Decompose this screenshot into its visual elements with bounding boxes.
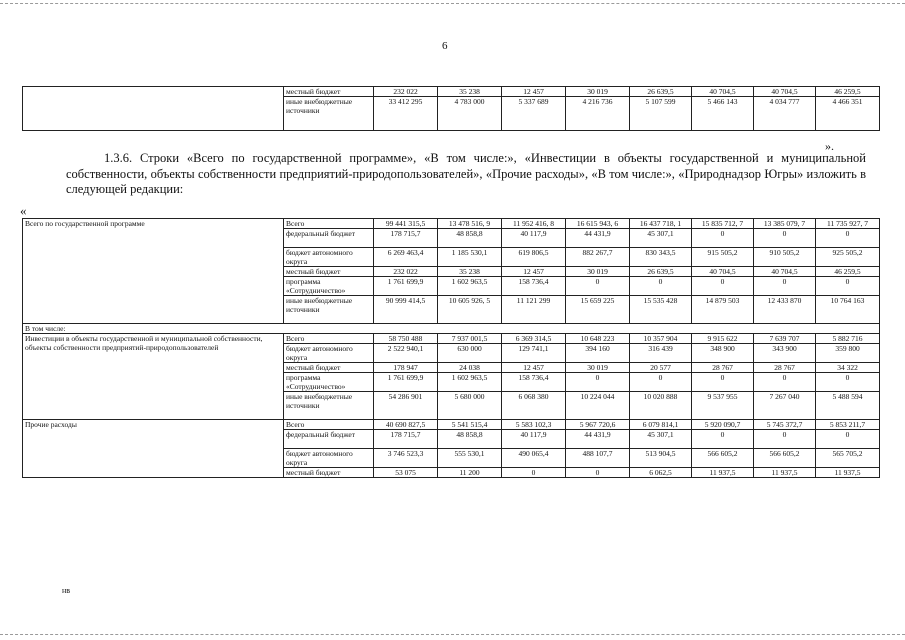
value-cell: 232 022 <box>374 267 438 277</box>
value-cell: 178 715,7 <box>374 229 438 248</box>
value-cell: 0 <box>692 229 754 248</box>
value-cell: 619 806,5 <box>502 248 566 267</box>
value-cell: 6 369 314,5 <box>502 334 566 344</box>
value-cell: 5 107 599 <box>630 97 692 131</box>
value-cell: 11 937,5 <box>816 468 880 478</box>
source-label-cell: местный бюджет <box>284 363 374 373</box>
source-label-cell: местный бюджет <box>284 267 374 277</box>
closing-quote: ». <box>825 139 834 153</box>
value-cell: 11 952 416, 8 <box>502 219 566 229</box>
value-cell: 45 307,1 <box>630 229 692 248</box>
value-cell: 5 488 594 <box>816 392 880 420</box>
value-cell: 11 735 927, 7 <box>816 219 880 229</box>
source-label-cell: иные внебюджетные источники <box>284 97 374 131</box>
page-number: 6 <box>442 40 448 52</box>
value-cell: 11 200 <box>438 468 502 478</box>
value-cell: 882 267,7 <box>566 248 630 267</box>
value-cell: 158 736,4 <box>502 373 566 392</box>
value-cell: 0 <box>566 277 630 296</box>
value-cell: 0 <box>754 373 816 392</box>
value-cell: 26 639,5 <box>630 87 692 97</box>
value-cell: 488 107,7 <box>566 449 630 468</box>
value-cell: 0 <box>630 373 692 392</box>
value-cell: 11 937,5 <box>692 468 754 478</box>
value-cell: 44 431,9 <box>566 430 630 449</box>
value-cell: 0 <box>754 229 816 248</box>
value-cell: 0 <box>630 277 692 296</box>
value-cell: 0 <box>692 373 754 392</box>
value-cell: 48 858,8 <box>438 430 502 449</box>
value-cell: 0 <box>816 430 880 449</box>
value-cell: 28 767 <box>754 363 816 373</box>
value-cell: 0 <box>754 430 816 449</box>
value-cell: 9 915 622 <box>692 334 754 344</box>
value-cell: 28 767 <box>692 363 754 373</box>
value-cell: 5 920 090,7 <box>692 420 754 430</box>
value-cell: 5 337 689 <box>502 97 566 131</box>
value-cell: 40 117,9 <box>502 430 566 449</box>
value-cell: 10 020 888 <box>630 392 692 420</box>
value-cell: 40 704,5 <box>692 87 754 97</box>
value-cell: 910 505,2 <box>754 248 816 267</box>
value-cell: 4 783 000 <box>438 97 502 131</box>
value-cell: 5 853 211,7 <box>816 420 880 430</box>
group-title-cell: Прочие расходы <box>23 420 284 478</box>
value-cell: 490 065,4 <box>502 449 566 468</box>
value-cell: 343 900 <box>754 344 816 363</box>
scan-top-edge <box>0 3 905 4</box>
group-title-cell: Всего по государственной программе <box>23 219 284 324</box>
value-cell: 46 259,5 <box>816 267 880 277</box>
value-cell: 7 639 707 <box>754 334 816 344</box>
value-cell: 30 019 <box>566 267 630 277</box>
value-cell: 566 605,2 <box>754 449 816 468</box>
value-cell: 24 038 <box>438 363 502 373</box>
value-cell: 40 704,5 <box>754 87 816 97</box>
value-cell: 0 <box>566 373 630 392</box>
source-label-cell: иные внебюджетные источники <box>284 296 374 324</box>
value-cell: 10 764 163 <box>816 296 880 324</box>
continuation-table <box>22 86 880 131</box>
value-cell: 0 <box>502 468 566 478</box>
value-cell: 13 478 516, 9 <box>438 219 502 229</box>
value-cell: 1 185 530,1 <box>438 248 502 267</box>
value-cell: 5 466 143 <box>692 97 754 131</box>
value-cell: 5 882 716 <box>816 334 880 344</box>
value-cell: 9 537 955 <box>692 392 754 420</box>
value-cell: 10 357 904 <box>630 334 692 344</box>
value-cell: 178 947 <box>374 363 438 373</box>
source-label-cell: бюджет автономного округа <box>284 449 374 468</box>
value-cell: 12 457 <box>502 87 566 97</box>
value-cell: 0 <box>692 430 754 449</box>
value-cell: 35 238 <box>438 267 502 277</box>
value-cell: 30 019 <box>566 363 630 373</box>
value-cell: 1 602 963,5 <box>438 373 502 392</box>
source-label-cell: Всего <box>284 334 374 344</box>
value-cell: 513 904,5 <box>630 449 692 468</box>
source-label-cell: бюджет автономного округа <box>284 344 374 363</box>
value-cell: 5 541 515,4 <box>438 420 502 430</box>
amendment-text: 1.3.6. Строки «Всего по государственной программе», «В том числе:», «Инвестиции в объекты государственной и муниципальной собственности, объекты собственности предприятий-природопользователей», «Прочие расходы», «В том числе:», «Природнадзор Югры» изложить в следующей редакции: <box>66 151 866 196</box>
source-label-cell: программа «Сотрудничество» <box>284 373 374 392</box>
value-cell: 4 216 736 <box>566 97 630 131</box>
value-cell: 40 704,5 <box>754 267 816 277</box>
table-row <box>23 87 880 97</box>
value-cell: 34 322 <box>816 363 880 373</box>
opening-quote: « <box>20 203 27 218</box>
source-label-cell: федеральный бюджет <box>284 229 374 248</box>
source-label-cell: Всего <box>284 420 374 430</box>
value-cell: 915 505,2 <box>692 248 754 267</box>
value-cell: 830 343,5 <box>630 248 692 267</box>
value-cell: 13 385 079, 7 <box>754 219 816 229</box>
value-cell: 15 535 428 <box>630 296 692 324</box>
source-label-cell: бюджет автономного округа <box>284 248 374 267</box>
value-cell: 5 745 372,7 <box>754 420 816 430</box>
value-cell: 1 602 963,5 <box>438 277 502 296</box>
value-cell: 178 715,7 <box>374 430 438 449</box>
value-cell: 12 433 870 <box>754 296 816 324</box>
value-cell: 3 746 523,3 <box>374 449 438 468</box>
group-title-cell: Инвестиции в объекты государственной и муниципальной собственности, объекты собственности предприятий-природопользователей <box>23 334 284 420</box>
value-cell: 53 075 <box>374 468 438 478</box>
value-cell: 158 736,4 <box>502 277 566 296</box>
value-cell: 16 437 718, 1 <box>630 219 692 229</box>
value-cell: 11 937,5 <box>754 468 816 478</box>
value-cell: 48 858,8 <box>438 229 502 248</box>
value-cell: 15 659 225 <box>566 296 630 324</box>
value-cell: 4 034 777 <box>754 97 816 131</box>
source-label-cell: местный бюджет <box>284 468 374 478</box>
value-cell: 6 062,5 <box>630 468 692 478</box>
value-cell: 1 761 699,9 <box>374 277 438 296</box>
value-cell: 26 639,5 <box>630 267 692 277</box>
section-title-cell: В том числе: <box>23 324 880 334</box>
value-cell: 35 238 <box>438 87 502 97</box>
value-cell: 33 412 295 <box>374 97 438 131</box>
table-row <box>23 334 880 344</box>
value-cell: 46 259,5 <box>816 87 880 97</box>
value-cell: 0 <box>816 229 880 248</box>
value-cell: 566 605,2 <box>692 449 754 468</box>
source-label-cell: федеральный бюджет <box>284 430 374 449</box>
source-label-cell: иные внебюджетные источники <box>284 392 374 420</box>
value-cell: 6 068 380 <box>502 392 566 420</box>
value-cell: 6 079 814,1 <box>630 420 692 430</box>
value-cell: 54 286 901 <box>374 392 438 420</box>
value-cell: 58 750 488 <box>374 334 438 344</box>
source-label-cell: местный бюджет <box>284 87 374 97</box>
value-cell: 7 937 001,5 <box>438 334 502 344</box>
value-cell: 348 900 <box>692 344 754 363</box>
value-cell: 40 117,9 <box>502 229 566 248</box>
value-cell: 129 741,1 <box>502 344 566 363</box>
value-cell: 10 605 926, 5 <box>438 296 502 324</box>
value-cell: 10 648 223 <box>566 334 630 344</box>
value-cell: 6 269 463,4 <box>374 248 438 267</box>
value-cell: 45 307,1 <box>630 430 692 449</box>
value-cell: 5 680 000 <box>438 392 502 420</box>
value-cell: 40 704,5 <box>692 267 754 277</box>
table-row <box>23 219 880 229</box>
value-cell: 630 000 <box>438 344 502 363</box>
value-cell: 0 <box>816 277 880 296</box>
source-label-cell: программа «Сотрудничество» <box>284 277 374 296</box>
value-cell: 394 160 <box>566 344 630 363</box>
value-cell: 0 <box>754 277 816 296</box>
value-cell: 30 019 <box>566 87 630 97</box>
value-cell: 0 <box>692 277 754 296</box>
value-cell: 20 577 <box>630 363 692 373</box>
source-label-cell: Всего <box>284 219 374 229</box>
value-cell: 0 <box>816 373 880 392</box>
value-cell: 7 267 040 <box>754 392 816 420</box>
value-cell: 232 022 <box>374 87 438 97</box>
value-cell: 5 967 720,6 <box>566 420 630 430</box>
value-cell: 10 224 044 <box>566 392 630 420</box>
value-cell: 555 530,1 <box>438 449 502 468</box>
value-cell: 16 615 943, 6 <box>566 219 630 229</box>
value-cell: 316 439 <box>630 344 692 363</box>
value-cell: 11 121 299 <box>502 296 566 324</box>
value-cell: 1 761 699,9 <box>374 373 438 392</box>
amendment-paragraph <box>66 151 866 198</box>
value-cell: 15 835 712, 7 <box>692 219 754 229</box>
value-cell: 2 522 940,1 <box>374 344 438 363</box>
value-cell: 5 583 102,3 <box>502 420 566 430</box>
value-cell: 14 879 503 <box>692 296 754 324</box>
value-cell: 0 <box>566 468 630 478</box>
value-cell: 359 800 <box>816 344 880 363</box>
value-cell: 12 457 <box>502 363 566 373</box>
value-cell: 90 999 414,5 <box>374 296 438 324</box>
value-cell: 4 466 351 <box>816 97 880 131</box>
program-finance-table <box>22 218 880 478</box>
section-row <box>23 324 880 334</box>
empty-title-cell <box>23 87 284 131</box>
value-cell: 565 705,2 <box>816 449 880 468</box>
value-cell: 99 441 315,5 <box>374 219 438 229</box>
value-cell: 40 690 827,5 <box>374 420 438 430</box>
value-cell: 925 505,2 <box>816 248 880 267</box>
value-cell: 12 457 <box>502 267 566 277</box>
scan-bottom-edge <box>0 634 905 635</box>
value-cell: 44 431,9 <box>566 229 630 248</box>
footer-initials: нв <box>62 586 71 595</box>
table-row <box>23 420 880 430</box>
